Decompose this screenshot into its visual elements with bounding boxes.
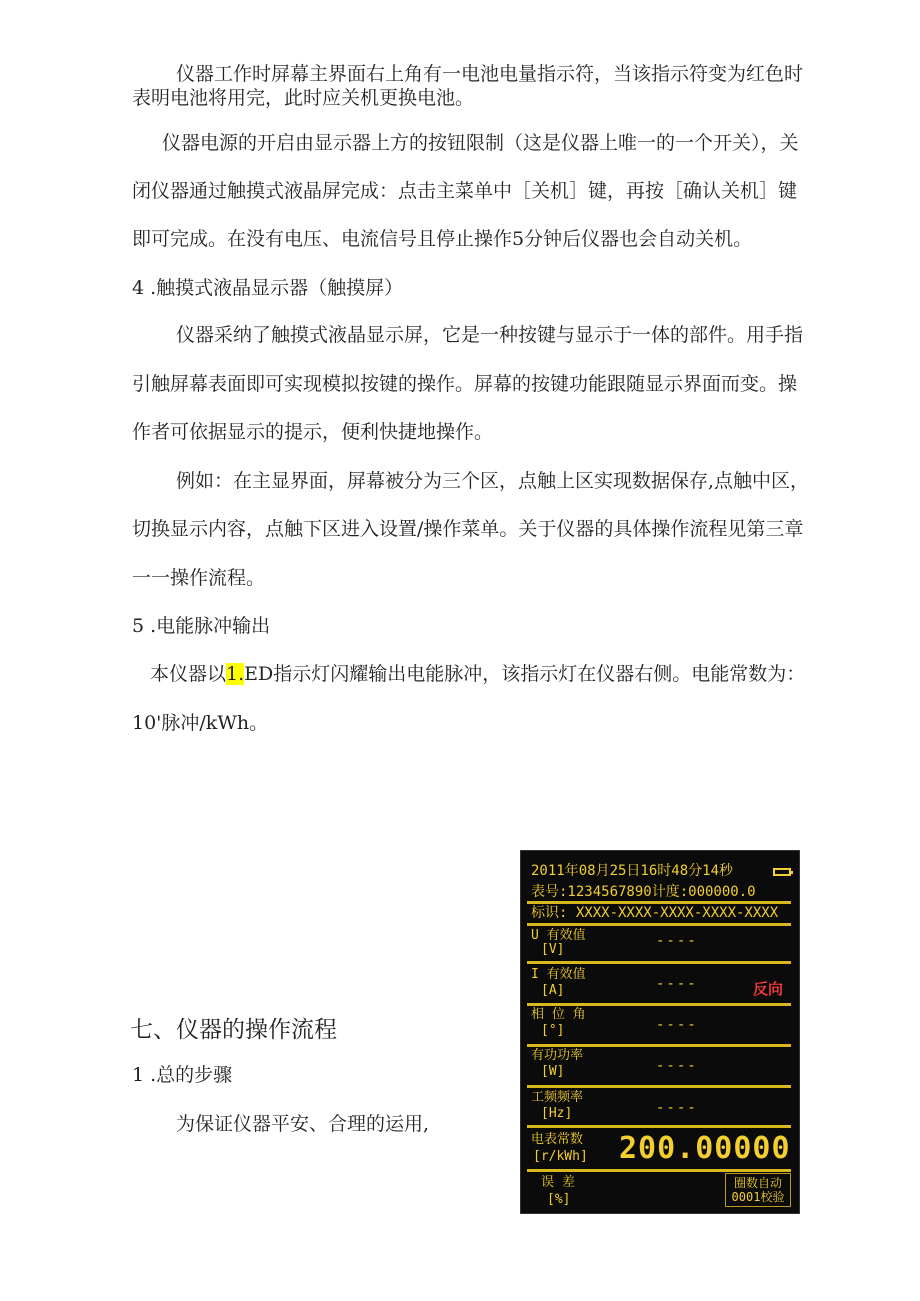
led-line-before: 本仪器以 (150, 663, 227, 685)
paragraph-line: 表明电池将用完，此时应关机更换电池。 (132, 87, 475, 109)
current-label: I 有效值 (531, 967, 586, 982)
divider (527, 923, 791, 926)
battery-icon (773, 868, 791, 876)
frequency-unit: [Hz] (541, 1106, 573, 1121)
divider (527, 1003, 791, 1006)
auto-calibration-button (725, 1173, 791, 1207)
paragraph-line: 仪器电源的开启由显示器上方的按钮限制（这是仪器上唯一的一个开关），关 (162, 132, 799, 154)
power-value: ---- (656, 1058, 698, 1074)
paragraph-line: 仪器工作时屏幕主界面右上角有一电池电量指示符，当该指示符变为红色时 (176, 63, 804, 85)
paragraph-line: 仪器采纳了触摸式液晶显示屏，它是一种按键与显示于一体的部件。用手指 (176, 324, 804, 346)
constant-value: 200.00000 (619, 1131, 791, 1166)
datetime-readout: 2011年08月25日16时48分14秒 (531, 863, 734, 879)
meter-number-readout: 表号:1234567890计度:000000.0 (531, 884, 756, 900)
mode-line-2: 0001校验 (731, 1190, 785, 1204)
section-heading-4: 4 .触摸式液晶显示器（触摸屏） (132, 277, 404, 299)
current-value: ---- (656, 976, 698, 992)
chapter-title: 七、仪器的操作流程 (130, 1017, 337, 1043)
instrument-screen-photo (520, 850, 800, 1214)
constant-label: 电表常数 (531, 1132, 584, 1147)
paragraph-line: 例如：在主显界面，屏幕被分为三个区，点触上区实现数据保存,点触中区， (176, 470, 810, 492)
error-unit: [%] (547, 1192, 571, 1207)
phase-unit: [°] (541, 1023, 565, 1038)
paragraph-line: 闭仪器通过触摸式液晶屏完成：点击主菜单中［关机］键，再按［确认关机］键 (132, 180, 798, 202)
paragraph-line: 一一操作流程。 (132, 567, 266, 589)
paragraph-line: 即可完成。在没有电压、电流信号且停止操作5分钟后仪器也会自动关机。 (132, 228, 753, 250)
led-line-after: ED指示灯闪耀输出电能脉冲，该指示灯在仪器右侧。电能常数为： (244, 663, 806, 685)
voltage-unit: [V] (541, 942, 565, 957)
divider (527, 1125, 791, 1128)
frequency-label: 工频频率 (531, 1090, 584, 1105)
error-label: 误 差 (541, 1175, 575, 1190)
divider (527, 1044, 791, 1047)
step-heading: 1 .总的步骤 (132, 1064, 233, 1086)
power-label: 有功功率 (531, 1048, 584, 1063)
phase-label: 相 位 角 (531, 1007, 586, 1022)
constant-unit: [r/kWh] (533, 1149, 588, 1164)
divider (527, 1085, 791, 1088)
divider (527, 901, 791, 904)
paragraph-line: 引触屏幕表面即可实现模拟按键的操作。屏幕的按键功能跟随显示界面而变。操 (132, 373, 798, 395)
phase-value: ---- (656, 1017, 698, 1033)
led-pulse-line (150, 662, 805, 686)
step-text: 为保证仪器平安、合理的运用, (176, 1113, 430, 1135)
paragraph-line: 切换显示内容，点触下区进入设置/操作菜单。关于仪器的具体操作流程见第三章 (132, 518, 804, 540)
highlighted-text: 1. (226, 663, 245, 685)
paragraph-line: 作者可依据显示的提示，便利快捷地操作。 (132, 421, 494, 443)
mode-line-1: 圈数自动 (733, 1176, 782, 1190)
current-unit: [A] (541, 983, 565, 998)
voltage-label: U 有效值 (531, 928, 586, 943)
frequency-value: ---- (656, 1100, 698, 1116)
pulse-constant-line: 10'脉冲/kWh。 (132, 712, 269, 734)
power-unit: [W] (541, 1064, 565, 1079)
voltage-value: ---- (656, 933, 698, 949)
reverse-warning: 反向 (753, 980, 784, 998)
divider (527, 1169, 791, 1172)
divider (527, 961, 791, 964)
tag-readout: 标识: XXXX-XXXX-XXXX-XXXX-XXXX (531, 905, 779, 921)
section-heading-5: 5 .电能脉冲输出 (132, 615, 271, 637)
